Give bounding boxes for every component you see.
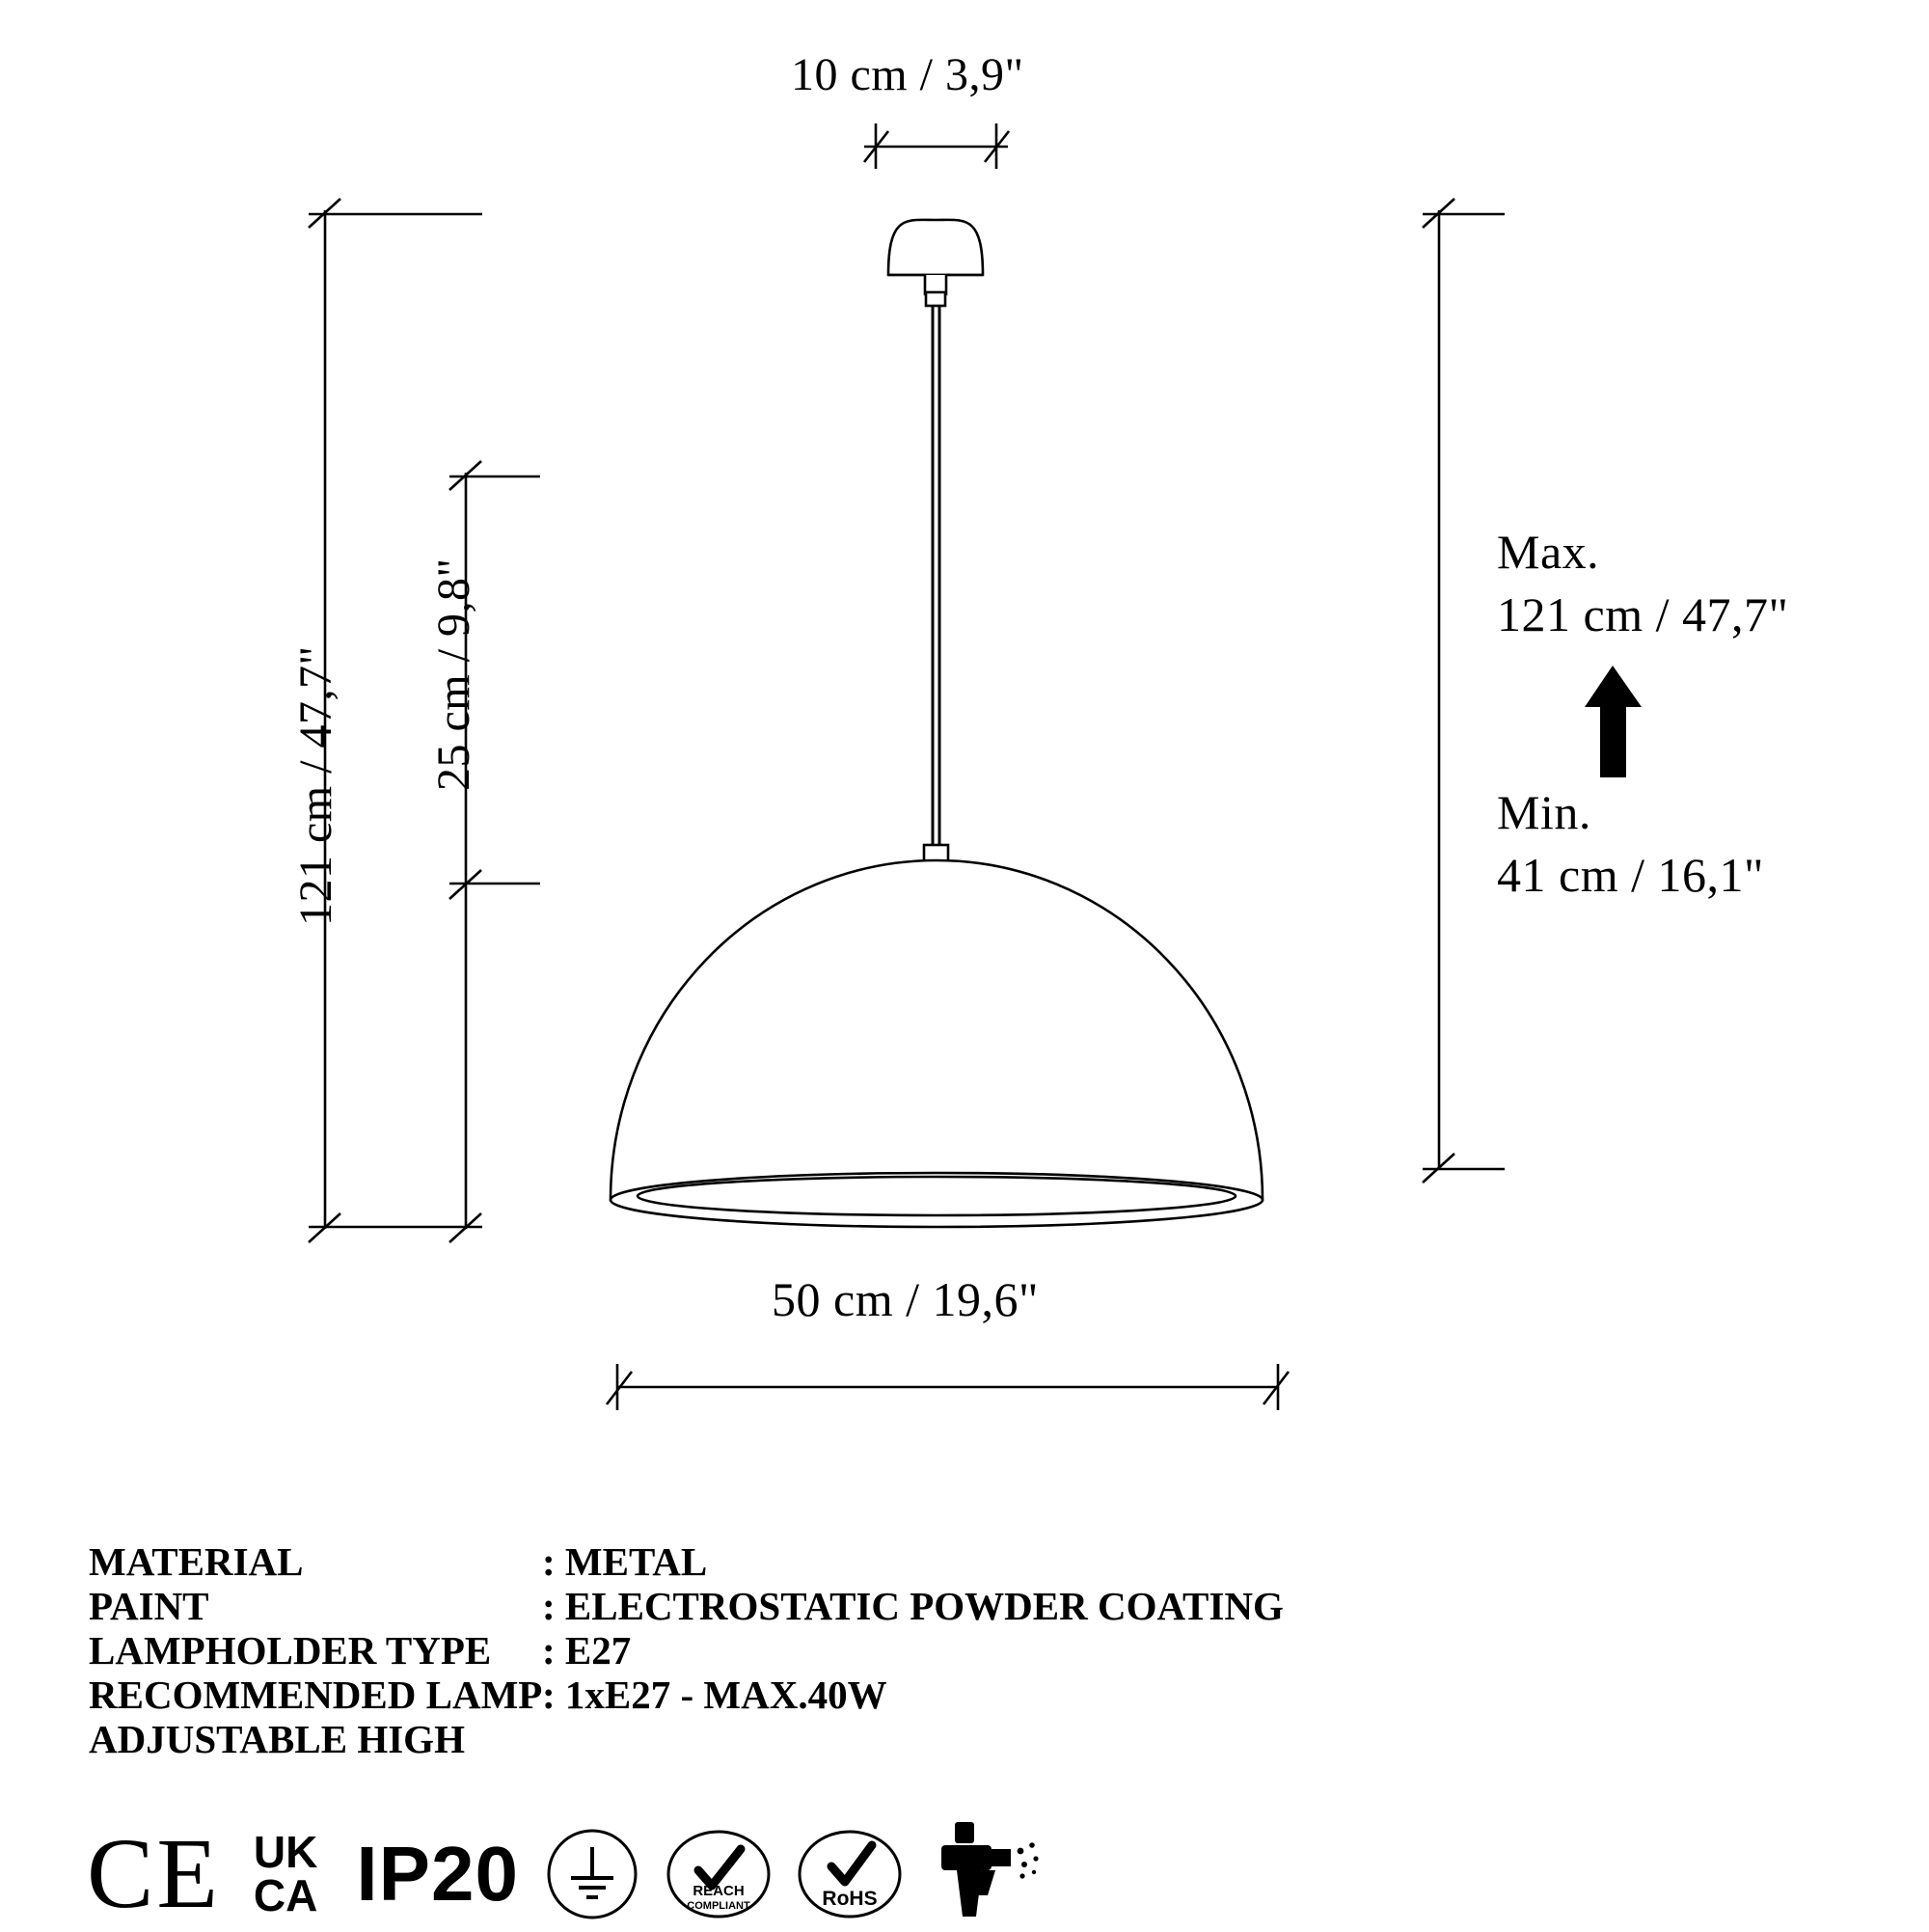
- spec-row-material: [89, 1539, 1284, 1584]
- reach-line-1: REACH: [693, 1882, 745, 1899]
- ip-rating-text: IP20: [356, 1830, 519, 1917]
- spec-row-paint: [89, 1584, 1284, 1628]
- rohs-label: RoHS: [822, 1887, 878, 1910]
- label-max-value: 121 cm / 47,7": [1497, 587, 1789, 641]
- spec-value: : E27: [542, 1628, 632, 1673]
- ukca-line-1: UK: [253, 1826, 318, 1877]
- ceiling-canopy: [888, 220, 983, 306]
- spec-value: : METAL: [542, 1539, 708, 1584]
- label-shade-diameter: 50 cm / 19,6": [772, 1272, 1039, 1326]
- specification-table: [89, 1539, 1284, 1761]
- suspension-cable: [933, 306, 939, 847]
- spec-key: MATERIAL: [89, 1539, 304, 1584]
- shade-diameter-dimension: [607, 1364, 1289, 1410]
- earth-ground-icon: [544, 1826, 640, 1922]
- label-max-title: Max.: [1497, 525, 1600, 579]
- spec-row-adjustable-high: [89, 1717, 1284, 1761]
- spec-key: LAMPHOLDER TYPE: [89, 1628, 492, 1673]
- reach-compliant-icon: [666, 1826, 772, 1922]
- rohs-icon: [797, 1826, 903, 1922]
- label-min-value: 41 cm / 16,1": [1497, 848, 1764, 902]
- label-cable-length: 25 cm / 9,8": [428, 558, 479, 791]
- spec-value: : ELECTROSTATIC POWDER COATING: [542, 1584, 1284, 1628]
- top-width-dimension: [864, 123, 1009, 169]
- ukca-mark-icon: [246, 1826, 318, 1920]
- spec-key: ADJUSTABLE HIGH: [89, 1717, 465, 1761]
- spec-key: RECOMMENDED LAMP: [89, 1673, 543, 1717]
- label-min-title: Min.: [1497, 785, 1591, 839]
- ukca-line-2: CA: [253, 1869, 318, 1920]
- certification-row: [87, 1817, 1069, 1929]
- spec-key: PAINT: [89, 1584, 209, 1628]
- adjustment-arrow-icon: [1585, 666, 1642, 777]
- reach-line-2: COMPLIANT: [687, 1899, 750, 1912]
- lamp-shade: [611, 860, 1263, 1227]
- adjustable-height-dimension: [1423, 199, 1505, 1183]
- spec-value: : 1xE27 - MAX.40W: [542, 1673, 887, 1717]
- label-canopy-width: 10 cm / 3,9": [791, 49, 1024, 100]
- label-total-height: 121 cm / 47,7": [290, 645, 341, 926]
- spec-row-lampholder-type: [89, 1628, 1284, 1673]
- ip-rating-label: [342, 1830, 519, 1917]
- ce-mark-label: CE: [87, 1817, 221, 1929]
- ce-mark-icon: [87, 1817, 221, 1929]
- spray-gun-icon: [928, 1816, 1044, 1932]
- spec-row-recommended-lamp: [89, 1673, 1284, 1717]
